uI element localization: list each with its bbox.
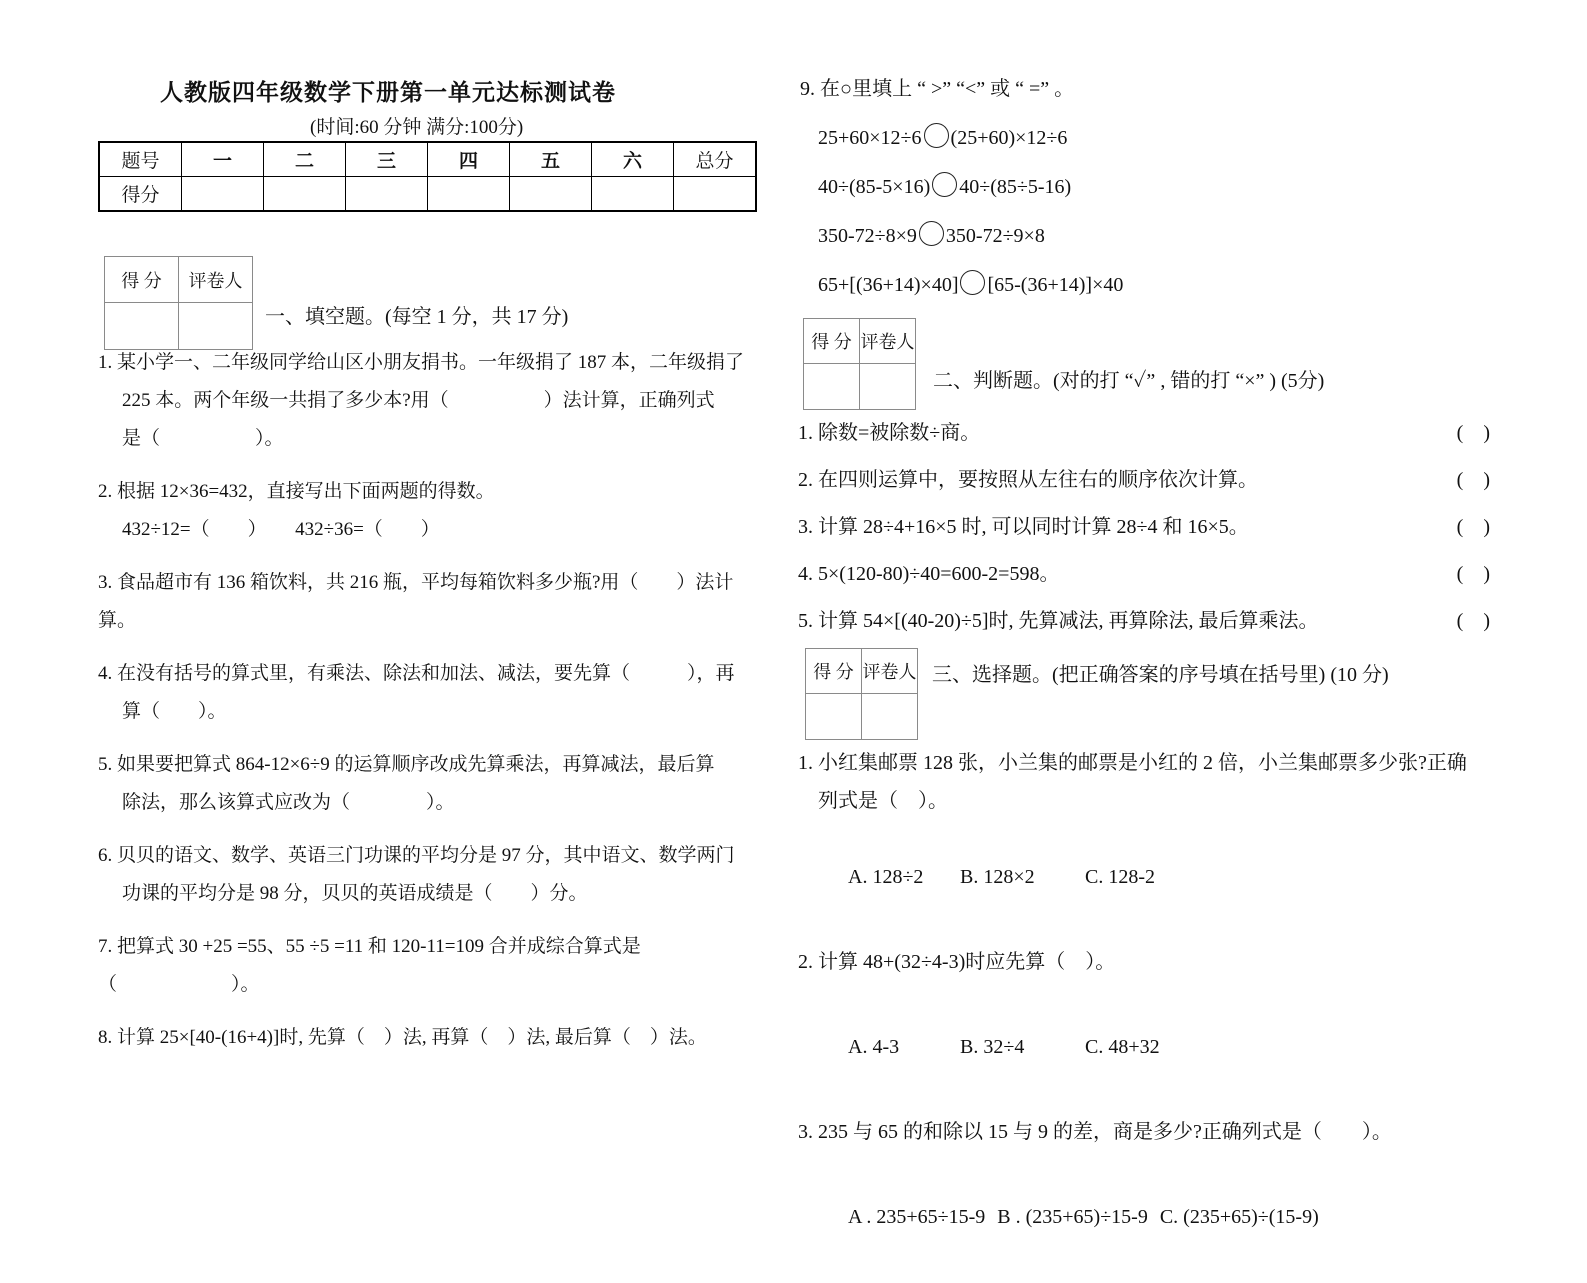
expression-left: 65+[(36+14)×40]: [818, 274, 959, 296]
expression-left: 40÷(85-5×16): [818, 176, 931, 198]
answer-bracket: ( ): [1456, 610, 1490, 632]
question-line: 3. 食品超市有 136 箱饮料，共 216 瓶，平均每箱饮料多少瓶?用（ ）法计算。: [98, 572, 734, 631]
option-c: C. (235+65)÷(15-9): [1159, 1206, 1319, 1228]
question-line: 225 本。两个年级一共捐了多少本?用（ ）法计算，正确列式: [122, 390, 715, 411]
grader-person-label: 评卷人: [179, 257, 253, 303]
score-header-cell: 六: [592, 142, 674, 177]
question-line: 功课的平均分是 98 分，贝贝的英语成绩是（ ）分。: [122, 883, 588, 904]
choice-question-2-line: 2. 计算 48+(32÷4-3)时应先算（ ）。: [798, 951, 1116, 973]
answer-bracket: ( ): [1456, 516, 1490, 538]
grader-person-label: 评卷人: [862, 649, 918, 694]
grader-person-cell-empty: [860, 364, 916, 410]
page-title: 人教版四年级数学下册第一单元达标测试卷: [160, 79, 616, 105]
score-table: [98, 141, 757, 212]
judge-question-3: [798, 508, 1490, 546]
circle-blank: [919, 221, 944, 246]
circle-blank: [924, 123, 949, 148]
option-c: C. 48+32: [1085, 1036, 1160, 1058]
page-subtitle: (时间:60 分钟 满分:100分): [310, 117, 524, 138]
section-three-questions: [798, 744, 1493, 1283]
judge-question-1: [798, 414, 1490, 452]
comparison-row: [800, 266, 1490, 304]
comparison-row: [800, 168, 1490, 206]
grader-box-2: [803, 318, 916, 410]
score-table-score-row: [99, 177, 756, 212]
fill-question-2: [98, 473, 762, 549]
question-line: 6. 贝贝的语文、数学、英语三门功课的平均分是 97 分，其中语文、数学两门: [98, 845, 735, 866]
score-header-cell: 总分: [674, 142, 757, 177]
answer-bracket: ( ): [1456, 469, 1490, 491]
score-table-header-row: [99, 142, 756, 177]
grader-person-cell-empty: [862, 694, 918, 740]
question-line: 432÷12=（ ） 432÷36=（ ）: [122, 519, 440, 540]
fill-question-1: [98, 344, 762, 458]
expression-right: (25+60)×12÷6: [950, 127, 1068, 149]
question-line: 1. 某小学一、二年级同学给山区小朋友捐书。一年级捐了 187 本，二年级捐了: [98, 352, 745, 373]
score-header-cell: 四: [428, 142, 510, 177]
option-b: B. 128×2: [960, 866, 1035, 888]
option-a: A. 128÷2: [848, 866, 924, 888]
grader-score-cell-empty: [804, 364, 860, 410]
score-header-cell: 五: [510, 142, 592, 177]
expression-right: 350-72÷9×8: [945, 225, 1045, 247]
score-cell-empty: [592, 177, 674, 212]
question-line: 8. 计算 25×[40-(16+4)]时, 先算（ ）法, 再算（ ）法, 最后算（ ）法。: [98, 1027, 707, 1048]
score-header-cell: 三: [346, 142, 428, 177]
judge-question-4: [798, 555, 1490, 593]
question-line: 2. 在四则运算中，要按照从左往右的顺序依次计算。: [798, 469, 1258, 491]
choice-question-3-line: 3. 235 与 65 的和除以 15 与 9 的差，商是多少?正确列式是（ ）。: [798, 1121, 1392, 1143]
fill-question-7: [98, 928, 762, 1004]
score-cell-empty: [428, 177, 510, 212]
question-line: 是（ ）。: [122, 428, 284, 449]
section-one-heading: 一、填空题。(每空 1 分，共 17 分): [265, 306, 569, 328]
judge-question-2: [798, 461, 1490, 499]
question-line: 除法，那么该算式应改为（ ）。: [122, 792, 455, 813]
question-line: （ ）。: [98, 974, 260, 995]
section-two-questions: [798, 414, 1490, 649]
question-line: 算（ ）。: [122, 701, 227, 722]
question-line: 5. 计算 54×[(40-20)÷5]时, 先算减法, 再算除法, 最后算乘法。: [798, 610, 1319, 632]
comparison-row: [800, 217, 1490, 255]
question-line: 5. 如果要把算式 864-12×6÷9 的运算顺序改成先算乘法，再算减法，最后算: [98, 754, 715, 775]
fill-question-4: [98, 655, 762, 731]
fill-question-9: [800, 70, 1490, 304]
expression-left: 25+60×12÷6: [818, 127, 922, 149]
answer-bracket: ( ): [1456, 422, 1490, 444]
question-line: 3. 计算 28÷4+16×5 时, 可以同时计算 28÷4 和 16×5。: [798, 516, 1249, 538]
question-line: 2. 根据 12×36=432，直接写出下面两题的得数。: [98, 481, 495, 502]
expression-right: [65-(36+14)]×40: [987, 274, 1124, 296]
choice-question-3-options: [798, 1160, 1493, 1274]
answer-bracket: ( ): [1456, 563, 1490, 585]
section-three-heading: 三、选择题。(把正确答案的序号填在括号里) (10 分): [932, 664, 1389, 686]
choice-question-1-line: 列式是（ ）。: [818, 790, 948, 812]
grader-score-cell-empty: [105, 303, 179, 350]
grader-score-cell-empty: [806, 694, 862, 740]
score-header-cell: 二: [264, 142, 346, 177]
option-a: A . 235+65÷15-9: [848, 1206, 986, 1228]
question-line: 1. 除数=被除数÷商。: [798, 422, 981, 444]
score-cell-empty: [346, 177, 428, 212]
score-cell-empty: [182, 177, 264, 212]
grader-box-1: [104, 256, 253, 350]
grader-box-3: [805, 648, 918, 740]
fill-question-6: [98, 837, 762, 913]
grader-score-label: 得 分: [105, 257, 179, 303]
fill-question-5: [98, 746, 762, 822]
section-two-heading: 二、判断题。(对的打 “✓” , 错的打 “×” ) (5分): [933, 370, 1325, 392]
grader-score-label: 得 分: [804, 319, 860, 364]
question-line: 4. 在没有括号的算式里，有乘法、除法和加法、减法，要先算（ ），再: [98, 663, 735, 684]
grader-person-cell-empty: [179, 303, 253, 350]
comparison-row: [800, 119, 1490, 157]
circle-blank: [932, 172, 957, 197]
choice-question-1-line: 1. 小红集邮票 128 张，小兰集的邮票是小红的 2 倍，小兰集邮票多少张?正确: [798, 752, 1467, 774]
question-line: 9. 在○里填上 “ >” “<” 或 “ =” 。: [800, 78, 1075, 100]
score-cell-empty: [510, 177, 592, 212]
grader-score-label: 得 分: [806, 649, 862, 694]
choice-question-2-options: [798, 990, 1493, 1104]
score-cell-empty: [264, 177, 346, 212]
fill-question-8: [98, 1019, 762, 1057]
circle-blank: [960, 270, 985, 295]
question-line: 7. 把算式 30 +25 =55、55 ÷5 =11 和 120-11=109 合并成综合算式是: [98, 936, 641, 957]
option-b: B . (235+65)÷15-9: [997, 1206, 1148, 1228]
score-header-cell: 一: [182, 142, 264, 177]
expression-left: 350-72÷8×9: [818, 225, 917, 247]
score-cell-empty: [674, 177, 757, 212]
grader-person-label: 评卷人: [860, 319, 916, 364]
score-row-label: 得分: [99, 177, 182, 212]
score-header-cell: 题号: [99, 142, 182, 177]
option-c: C. 128-2: [1085, 866, 1155, 888]
section-one-questions: [98, 344, 762, 1072]
expression-right: 40÷(85÷5-16): [959, 176, 1072, 198]
question-line: 4. 5×(120-80)÷40=600-2=598。: [798, 563, 1060, 585]
option-a: A. 4-3: [848, 1036, 900, 1058]
choice-question-1-options: [798, 820, 1493, 934]
fill-question-3: [98, 564, 762, 640]
judge-question-5: [798, 602, 1490, 640]
option-b: B. 32÷4: [960, 1036, 1025, 1058]
